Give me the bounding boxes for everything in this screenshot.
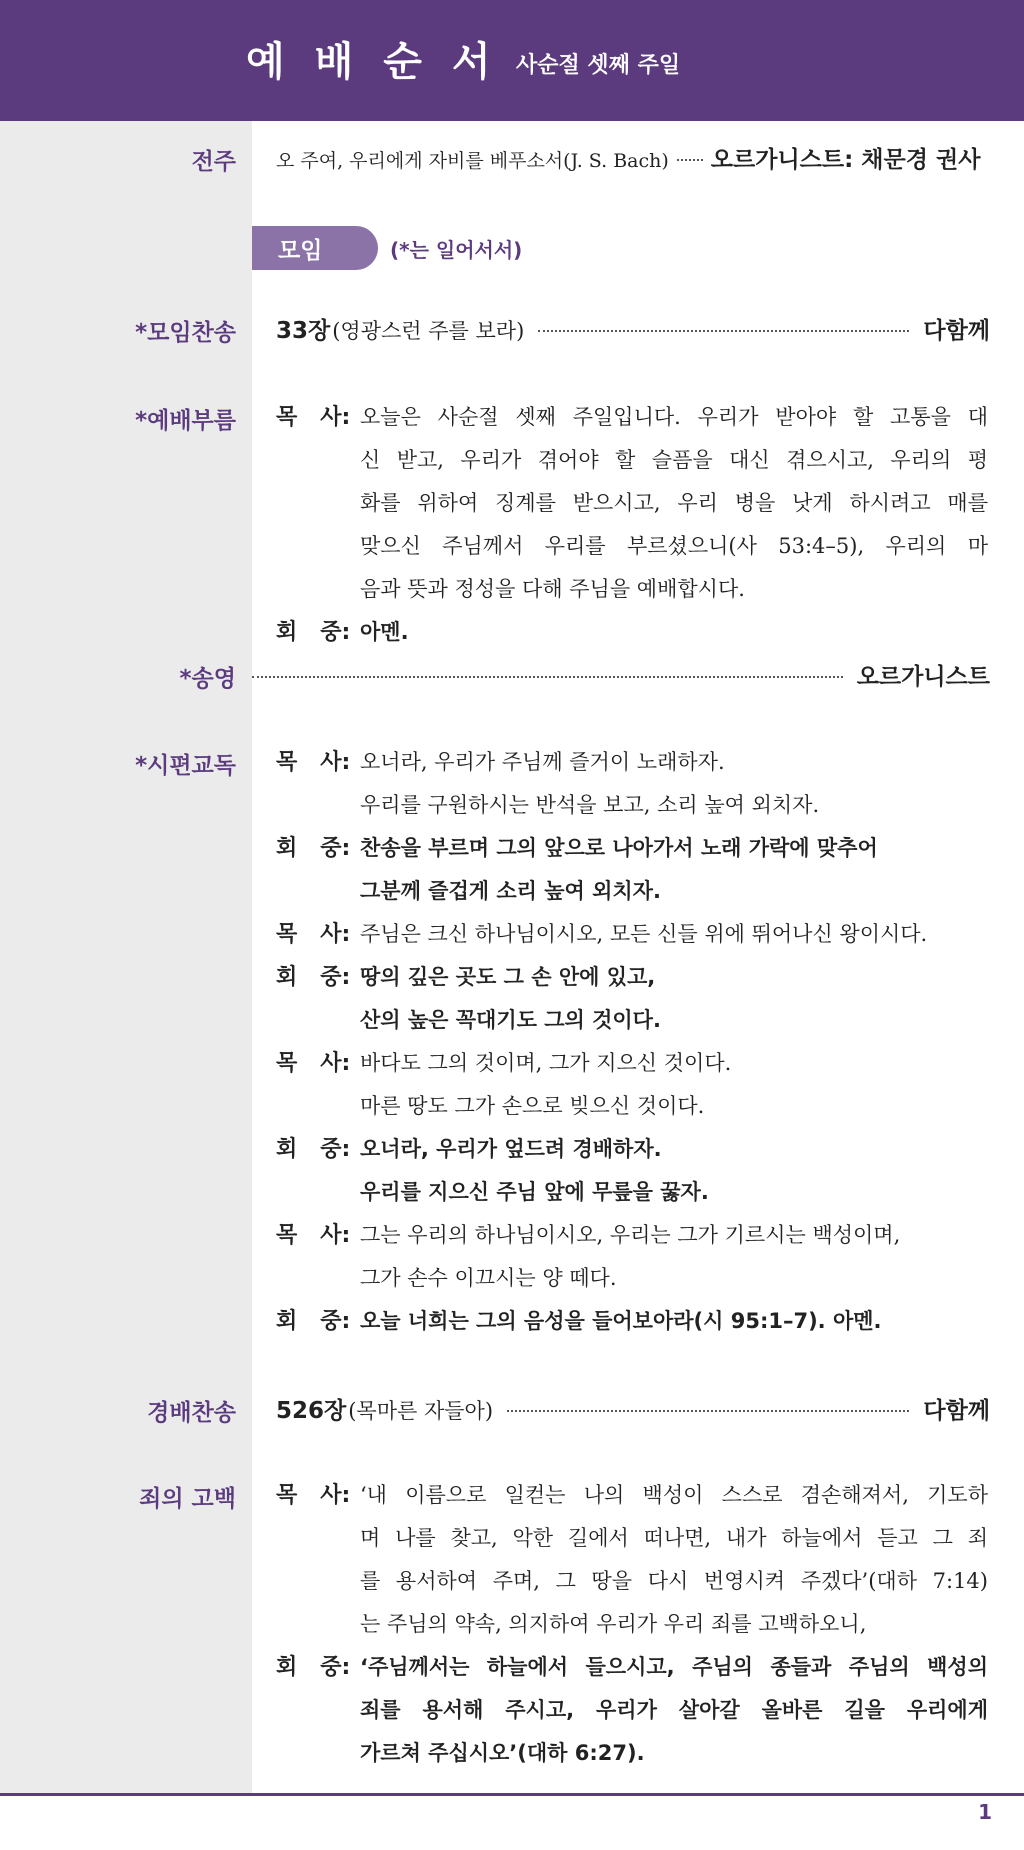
hymn-title: (영광스런 주를 보라) — [332, 319, 525, 343]
hymn-title: (목마른 자들아) — [348, 1399, 494, 1423]
congregation-text: ‘주님께서는 하늘에서 들으시고, 주님의 종들과 주님의 백성의 — [360, 1655, 988, 1679]
pastor-text: 그가 손수 이끄시는 양 떼다. — [360, 1266, 617, 1290]
hymn-of-praise-label: 경배찬송 — [147, 1400, 236, 1426]
dialog-line — [276, 1128, 996, 1171]
congregation-text: 우리를 지으신 주님 앞에 무릎을 꿇자. — [360, 1180, 709, 1204]
speaker-label: 회 중: — [276, 1309, 351, 1334]
dialog-line — [276, 913, 996, 956]
congregation-text: 찬송을 부르며 그의 앞으로 나아가서 노래 가락에 맞추어 — [360, 836, 878, 860]
dialog-line — [276, 525, 996, 568]
dialog-line — [276, 1214, 996, 1257]
opening-hymn-label: *모임찬송 — [135, 320, 236, 346]
congregation-text: 죄를 용서해 주시고, 우리가 살아갈 올바른 길을 우리에게 — [360, 1698, 988, 1722]
dialog-line — [276, 396, 996, 439]
page-number: 1 — [978, 1800, 992, 1824]
call-to-worship-dialog — [276, 396, 996, 654]
doxology-row — [252, 658, 990, 691]
hymn-number: 526장 — [276, 1398, 347, 1424]
dialog-line — [276, 741, 996, 784]
gathering-tag: 모임 — [252, 226, 378, 270]
confession-label: 죄의 고백 — [139, 1486, 236, 1512]
dialog-line — [276, 870, 996, 913]
pastor-text: 맞으신 주님께서 우리를 부르셨으니(사 53:4–5), 우리의 마 — [360, 534, 988, 558]
congregation-text: 아멘. — [360, 620, 409, 644]
footer-rule — [0, 1793, 1024, 1796]
dialog-line — [276, 956, 996, 999]
confession-dialog — [276, 1474, 996, 1775]
pastor-text: 며 나를 찾고, 악한 길에서 떠나면, 내가 하늘에서 듣고 그 죄 — [360, 1526, 988, 1550]
dialog-line — [276, 568, 996, 611]
dotted-leader — [538, 330, 909, 332]
gathering-note: (*는 일어서서) — [390, 237, 523, 262]
dialog-line — [276, 1257, 996, 1300]
dialog-line — [276, 1042, 996, 1085]
pastor-text: 마른 땅도 그가 손으로 빚으신 것이다. — [360, 1094, 705, 1118]
hymn-performer: 다함께 — [923, 318, 990, 344]
dialog-line — [276, 1300, 996, 1343]
dotted-leader — [507, 1410, 909, 1412]
dialog-line — [276, 1689, 996, 1732]
pastor-text: 오늘은 사순절 셋째 주일입니다. 우리가 받아야 할 고통을 대 — [360, 405, 988, 429]
speaker-label: 회 중: — [276, 965, 351, 990]
pastor-text: 는 주님의 약속, 의지하여 우리가 우리 죄를 고백하오니, — [360, 1612, 867, 1636]
congregation-text: 오너라, 우리가 엎드려 경배하자. — [360, 1137, 662, 1161]
speaker-label: 목 사: — [276, 1223, 351, 1248]
dotted-leader — [677, 159, 703, 161]
dialog-line — [276, 439, 996, 482]
pastor-text: 바다도 그의 것이며, 그가 지으신 것이다. — [360, 1051, 732, 1075]
dialog-line — [276, 611, 996, 654]
pastor-text: 를 용서하여 주며, 그 땅을 다시 번영시켜 주겠다’(대하 7:14) — [360, 1569, 988, 1593]
dialog-line — [276, 1085, 996, 1128]
page-title: 예배순서 — [246, 39, 521, 85]
speaker-label: 회 중: — [276, 1137, 351, 1162]
dialog-line — [276, 1560, 996, 1603]
doxology-label: *송영 — [179, 666, 236, 692]
speaker-label: 목 사: — [276, 1483, 351, 1508]
dialog-line — [276, 1474, 996, 1517]
pastor-text: 화를 위하여 징계를 받으시고, 우리 병을 낫게 하시려고 매를 — [360, 491, 988, 515]
congregation-text: 오늘 너희는 그의 음성을 들어보아라(시 95:1–7). 아멘. — [360, 1309, 882, 1333]
speaker-label: 목 사: — [276, 405, 351, 430]
pastor-text: 음과 뜻과 정성을 다해 주님을 예배합시다. — [360, 577, 745, 601]
speaker-label: 목 사: — [276, 750, 351, 775]
congregation-text: 그분께 즐겁게 소리 높여 외치자. — [360, 879, 661, 903]
dotted-leader — [252, 676, 843, 678]
hymn-of-praise-row — [276, 1392, 990, 1425]
doxology-performer: 오르가니스트 — [856, 664, 990, 690]
gathering-section — [252, 226, 522, 270]
pastor-text: 우리를 구원하시는 반석을 보고, 소리 높여 외치자. — [360, 793, 820, 817]
speaker-label: 회 중: — [276, 1655, 351, 1680]
pastor-text: ‘내 이름으로 일컫는 나의 백성이 스스로 겸손해져서, 기도하 — [360, 1483, 988, 1507]
pastor-text: 오너라, 우리가 주님께 즐거이 노래하자. — [360, 750, 725, 774]
dialog-line — [276, 827, 996, 870]
prelude-piece: 오 주여, 우리에게 자비를 베푸소서(J. S. Bach) — [276, 150, 669, 172]
congregation-text: 산의 높은 꼭대기도 그의 것이다. — [360, 1008, 661, 1032]
dialog-line — [276, 1732, 996, 1775]
dialog-line — [276, 482, 996, 525]
psalm-reading-label: *시편교독 — [135, 753, 236, 779]
prelude-row — [276, 141, 990, 174]
dialog-line — [276, 1517, 996, 1560]
congregation-text: 땅의 깊은 곳도 그 손 안에 있고, — [360, 965, 656, 989]
dialog-line — [276, 999, 996, 1042]
prelude-performer: 오르가니스트: 채문경 권사 — [710, 147, 981, 173]
speaker-label: 목 사: — [276, 1051, 351, 1076]
dialog-line — [276, 1603, 996, 1646]
opening-hymn-row — [276, 312, 990, 345]
dialog-line — [276, 1646, 996, 1689]
hymn-performer: 다함께 — [923, 1398, 990, 1424]
pastor-text: 주님은 크신 하나님이시오, 모든 신들 위에 뛰어나신 왕이시다. — [360, 922, 928, 946]
congregation-text: 가르쳐 주십시오’(대하 6:27). — [360, 1741, 645, 1765]
label-sidebar — [0, 121, 252, 1793]
pastor-text: 그는 우리의 하나님이시오, 우리는 그가 기르시는 백성이며, — [360, 1223, 901, 1247]
hymn-number: 33장 — [276, 318, 331, 344]
speaker-label: 회 중: — [276, 620, 351, 645]
speaker-label: 회 중: — [276, 836, 351, 861]
prelude-label: 전주 — [191, 149, 236, 175]
dialog-line — [276, 1171, 996, 1214]
header-banner — [0, 0, 1024, 121]
page-subtitle: 사순절 셋째 주일 — [516, 53, 681, 78]
pastor-text: 신 받고, 우리가 겪어야 할 슬픔을 대신 겪으시고, 우리의 평 — [360, 448, 988, 472]
dialog-line — [276, 784, 996, 827]
speaker-label: 목 사: — [276, 922, 351, 947]
call-to-worship-label: *예배부름 — [135, 408, 236, 434]
psalm-reading-dialog — [276, 741, 996, 1343]
